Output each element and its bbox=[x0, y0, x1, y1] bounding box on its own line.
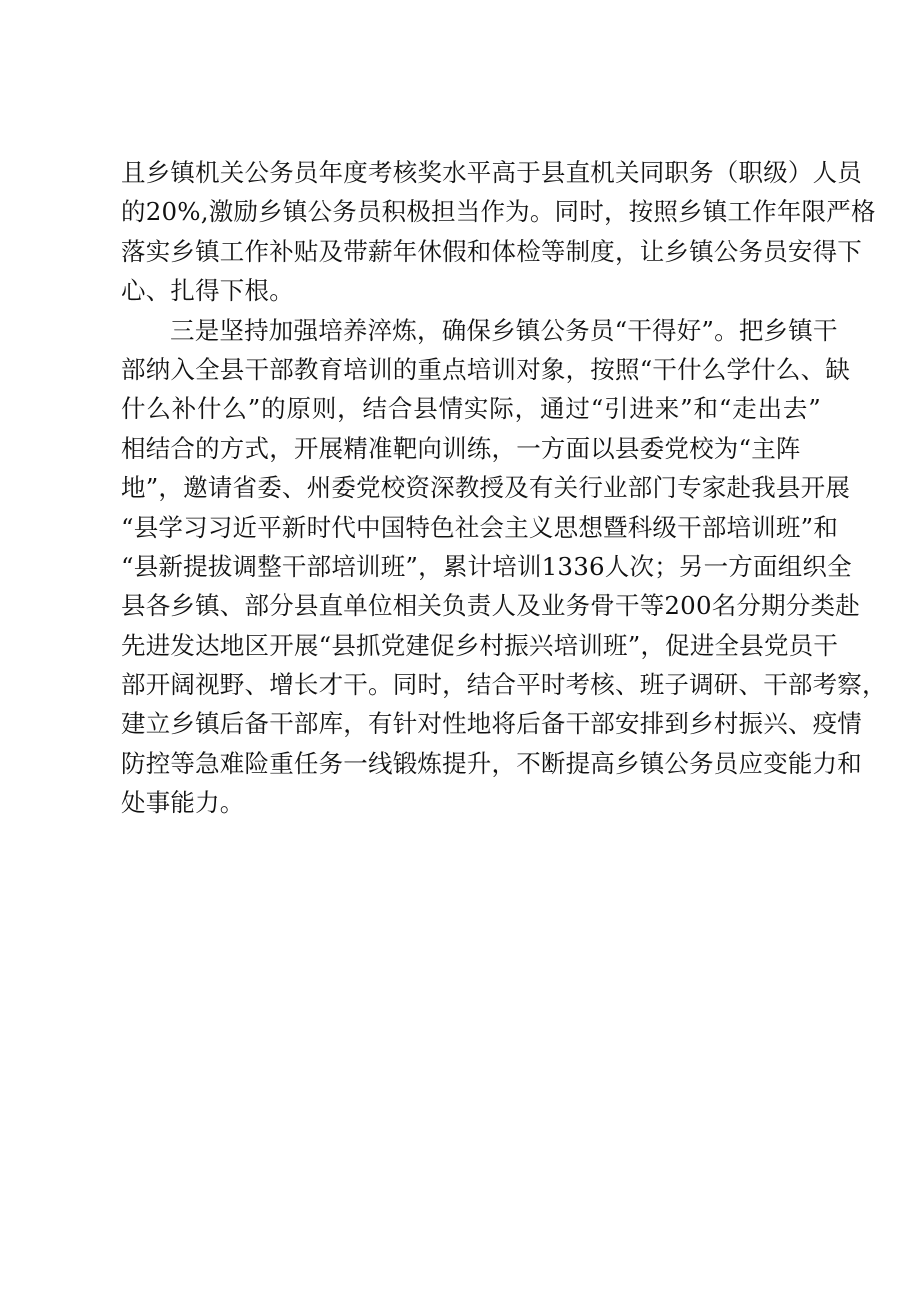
text-line: 处事能力。 bbox=[121, 788, 245, 818]
document-body bbox=[121, 153, 887, 823]
text-line: “县新提拔调整干部培训班”，累计培训1336人次；另一方面组织全 bbox=[121, 551, 852, 581]
text-line: 县各乡镇、部分县直单位相关负责人及业务骨干等200名分期分类赴 bbox=[121, 591, 860, 621]
text-line: “县学习习近平新时代中国特色社会主义思想暨科级干部培训班”和 bbox=[121, 512, 839, 542]
text-line: 且乡镇机关公务员年度考核奖水平高于县直机关同职务（职级）人员 bbox=[121, 158, 862, 187]
text-line: 先进发达地区开展“县抓党建促乡村振兴培训班”，促进全县党员干 bbox=[121, 630, 839, 660]
text-line: 建立乡镇后备干部库，有针对性地将后备干部安排到乡村振兴、疫情 bbox=[121, 709, 862, 739]
text-line: 三是坚持加强培养淬炼，确保乡镇公务员“干得好”。把乡镇干 bbox=[170, 315, 838, 345]
text-line: 部开阔视野、增长才干。同时，结合平时考核、班子调研、干部考察， bbox=[121, 670, 887, 700]
text-line: 什么补什么”的原则，结合县情实际，通过“引进来”和“走出去” bbox=[121, 394, 821, 424]
paragraph-1 bbox=[121, 153, 876, 311]
text-line: 落实乡镇工作补贴及带薪年休假和体检等制度，让乡镇公务员安得下 bbox=[121, 236, 862, 266]
text-line: 相结合的方式，开展精准靶向训练，一方面以县委党校为“主阵 bbox=[121, 433, 801, 463]
text-line: 的20%,激励乡镇公务员积极担当作为。同时，按照乡镇工作年限严格 bbox=[121, 197, 876, 227]
text-line: 地”，邀请省委、州委党校资深教授及有关行业部门专家赴我县开展 bbox=[121, 473, 851, 503]
text-line: 部纳入全县干部教育培训的重点培训对象，按照“干什么学什么、缺 bbox=[121, 354, 851, 384]
paragraph-2 bbox=[121, 311, 887, 823]
text-line: 心、扎得下根。 bbox=[121, 276, 294, 306]
text-line: 防控等急难险重任务一线锻炼提升，不断提高乡镇公务员应变能力和 bbox=[121, 748, 862, 778]
